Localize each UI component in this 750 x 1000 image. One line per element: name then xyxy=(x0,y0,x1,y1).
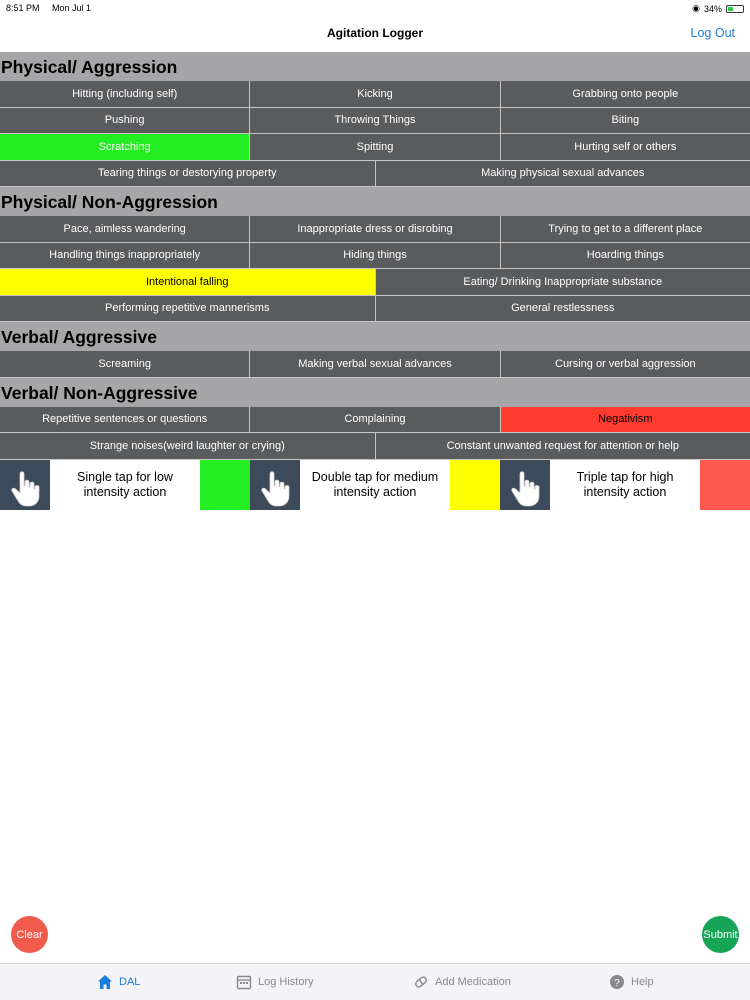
navigation-bar xyxy=(0,16,750,51)
behavior-row xyxy=(0,269,750,296)
behavior-button[interactable]: Throwing Things xyxy=(250,108,500,135)
behavior-button[interactable]: Cursing or verbal aggression xyxy=(501,351,750,378)
tab-dal[interactable] xyxy=(97,974,140,990)
behavior-row xyxy=(0,296,750,323)
behavior-button[interactable]: Complaining xyxy=(250,407,500,434)
behavior-button[interactable]: Hitting (including self) xyxy=(0,81,250,108)
wifi-icon: ◉ xyxy=(692,3,700,13)
behavior-button[interactable]: Scratching xyxy=(0,134,250,161)
battery-percent: 34% xyxy=(703,3,722,14)
behavior-row xyxy=(0,351,750,378)
intensity-color-swatch xyxy=(200,460,250,510)
help-icon xyxy=(609,974,625,990)
behavior-button[interactable]: Inappropriate dress or disrobing xyxy=(250,216,500,243)
behavior-button[interactable]: Handling things inappropriately xyxy=(0,243,250,270)
section-header: Physical/ Aggression xyxy=(0,52,750,81)
submit-button[interactable]: Submit xyxy=(702,916,739,953)
behavior-button[interactable]: Constant unwanted request for attention or help xyxy=(376,433,750,460)
behavior-button[interactable]: Grabbing onto people xyxy=(501,81,750,108)
behavior-button[interactable]: Pace, aimless wandering xyxy=(0,216,250,243)
intensity-color-swatch xyxy=(700,460,750,510)
behavior-button[interactable]: Performing repetitive mannerisms xyxy=(0,296,376,323)
home-icon xyxy=(97,974,113,990)
medication-icon xyxy=(413,974,429,990)
behavior-row xyxy=(0,407,750,434)
section-header: Verbal/ Aggressive xyxy=(0,322,750,351)
behavior-button[interactable]: Pushing xyxy=(0,108,250,135)
triple-tap-icon xyxy=(500,460,550,510)
legend-text: Triple tap for high intensity action xyxy=(550,460,700,510)
single-tap-icon xyxy=(0,460,50,510)
behavior-grid xyxy=(0,52,750,510)
tap-intensity-legend xyxy=(0,460,750,510)
behavior-row xyxy=(0,243,750,270)
tab-log-history[interactable] xyxy=(236,974,314,990)
behavior-button[interactable]: Making verbal sexual advances xyxy=(250,351,500,378)
tab-add-medication[interactable] xyxy=(413,974,511,990)
behavior-button[interactable]: Tearing things or destorying property xyxy=(0,161,376,188)
status-time: 8:51 PM xyxy=(6,3,40,13)
behavior-button[interactable]: Repetitive sentences or questions xyxy=(0,407,250,434)
behavior-button[interactable]: Trying to get to a different place xyxy=(501,216,750,243)
page-title: Agitation Logger xyxy=(327,26,423,40)
battery-icon xyxy=(726,5,744,13)
double-tap-icon xyxy=(250,460,300,510)
tab-help[interactable] xyxy=(609,974,654,990)
behavior-row xyxy=(0,216,750,243)
behavior-button[interactable]: Intentional falling xyxy=(0,269,376,296)
svg-text:?: ? xyxy=(614,978,620,989)
behavior-button[interactable]: Spitting xyxy=(250,134,500,161)
behavior-row xyxy=(0,433,750,460)
logout-button[interactable]: Log Out xyxy=(690,26,735,40)
behavior-button[interactable]: Hiding things xyxy=(250,243,500,270)
tab-bar xyxy=(0,963,750,1000)
legend-text: Double tap for medium intensity action xyxy=(300,460,450,510)
behavior-row xyxy=(0,81,750,108)
behavior-button[interactable]: Making physical sexual advances xyxy=(376,161,750,188)
behavior-button[interactable]: Negativism xyxy=(501,407,750,434)
behavior-button[interactable]: Screaming xyxy=(0,351,250,378)
tab-label: Help xyxy=(631,976,654,988)
section-header: Verbal/ Non-Aggressive xyxy=(0,378,750,407)
behavior-button[interactable]: General restlessness xyxy=(376,296,750,323)
behavior-row xyxy=(0,161,750,188)
clear-button[interactable]: Clear xyxy=(11,916,48,953)
behavior-row xyxy=(0,134,750,161)
behavior-button[interactable]: Hurting self or others xyxy=(501,134,750,161)
tab-label: Log History xyxy=(258,976,314,988)
intensity-color-swatch xyxy=(450,460,500,510)
behavior-button[interactable]: Strange noises(weird laughter or crying) xyxy=(0,433,376,460)
behavior-button[interactable]: Hoarding things xyxy=(501,243,750,270)
legend-text: Single tap for low intensity action xyxy=(50,460,200,510)
status-date: Mon Jul 1 xyxy=(52,3,92,13)
behavior-row xyxy=(0,108,750,135)
calendar-icon xyxy=(236,974,252,990)
behavior-button[interactable]: Eating/ Drinking Inappropriate substance xyxy=(376,269,750,296)
behavior-button[interactable]: Biting xyxy=(501,108,750,135)
behavior-button[interactable]: Kicking xyxy=(250,81,500,108)
section-header: Physical/ Non-Aggression xyxy=(0,187,750,216)
tab-label: DAL xyxy=(119,976,141,988)
tab-label: Add Medication xyxy=(435,976,511,988)
status-bar xyxy=(0,0,750,16)
